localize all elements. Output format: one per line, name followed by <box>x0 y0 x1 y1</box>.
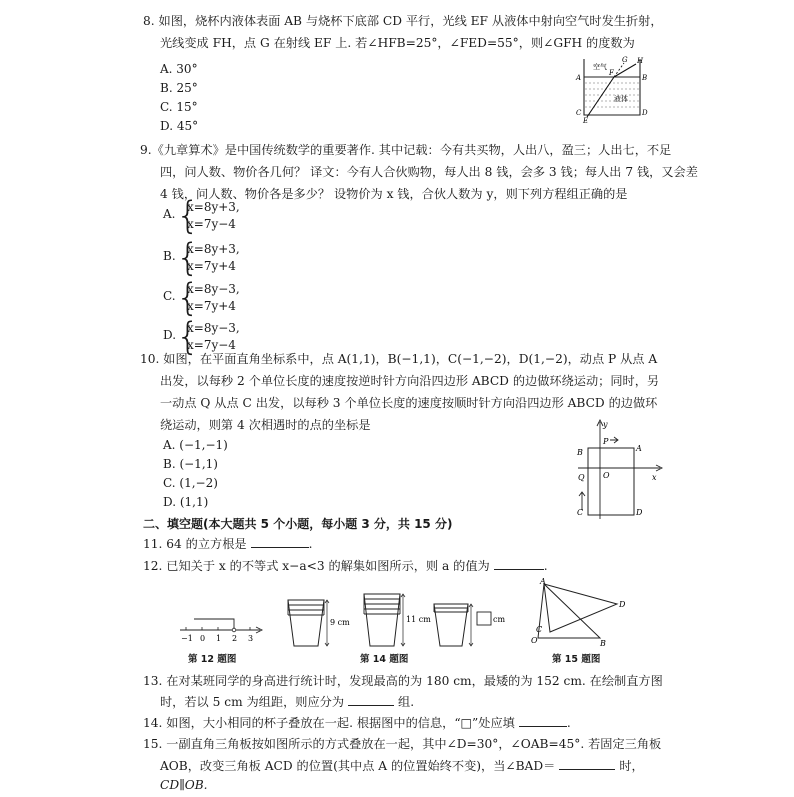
fig14-height-1: 9 cm <box>330 618 350 627</box>
fig14-unit: cm <box>493 615 506 624</box>
q8-option-a: A. 30° <box>160 62 198 76</box>
q8-point-c: C <box>576 109 582 117</box>
fig15-caption: 第 15 题图 <box>552 654 601 665</box>
fig12-tick-3: 3 <box>248 634 254 643</box>
fig14-height-2: 11 cm <box>406 615 431 624</box>
q9-line2: 四，问人数、物价各几何？ 译文：今有人合伙购物，每人出 8 钱，会多 3 钱；每人出 7 钱，又会差 <box>160 165 698 179</box>
q9-option-c-brace: { <box>176 276 200 319</box>
q9-option-c-eq2: x=7y+4 <box>187 299 236 313</box>
q8-option-c: C. 15° <box>160 100 198 114</box>
q9-line1: 9.《九章算术》是中国传统数学的重要著作. 其中记载：今有共买物，人出八，盈三；人出七，不足 <box>140 143 672 157</box>
q8-point-d: D <box>642 109 648 117</box>
fig12-tick-1: 1 <box>216 634 222 643</box>
q9-option-d-eq1: x=8y−3, <box>187 321 240 335</box>
q8-line2: 光线变成 FH，点 G 在射线 EF 上. 若∠HFB=25°，∠FED=55°，则∠GFH 的度数为 <box>160 36 635 50</box>
q11-end: . <box>308 537 313 551</box>
q10-label-x: x <box>652 473 657 482</box>
q9-option-c-label: C. <box>163 289 176 303</box>
fig15-label-d: D <box>619 600 626 609</box>
q8-line1: 8. 如图，烧杯内液体表面 AB 与烧杯下底部 CD 平行，光线 EF 从液体中射向空气时发生折射， <box>143 14 663 28</box>
q8-option-d: D. 45° <box>160 119 199 133</box>
fig12-caption: 第 12 题图 <box>188 654 237 665</box>
fig15-label-o: O <box>531 636 538 645</box>
fig12-tick-neg1: −1 <box>181 634 193 643</box>
q12-text: 12. 已知关于 x 的不等式 x−a<3 的解集如图所示，则 a 的值为 <box>143 559 490 573</box>
fig12-tick-2: 2 <box>232 634 238 643</box>
q10-option-b: B. (−1,1) <box>163 457 218 471</box>
q8-point-a: A <box>576 74 582 82</box>
q11-text: 11. 64 的立方根是 <box>143 537 247 551</box>
q8-option-b: B. 25° <box>160 81 198 95</box>
fig14-stacked-cups <box>284 590 524 650</box>
q15-line2 <box>160 755 644 778</box>
q9-option-b-eq1: x=8y+3, <box>187 242 240 256</box>
q14-answer-blank[interactable] <box>519 712 567 727</box>
section-2-title: 二、填空题(本大题共 5 个小题，每小题 3 分，共 15 分) <box>143 517 453 531</box>
q12-end: . <box>543 559 548 573</box>
fig12-number-line <box>176 610 266 655</box>
q9-option-a-eq1: x=8y+3, <box>187 200 240 214</box>
q10-coordinate-figure <box>574 420 664 520</box>
q9-option-b-system <box>187 241 240 275</box>
q10-option-a: A. (−1,−1) <box>163 438 228 452</box>
q10-line2: 出发，以每秒 2 个单位长度的速度按逆时针方向沿四边形 ABCD 的边做环绕运动；同时，另 <box>160 374 660 388</box>
q9-option-d-eq2: x=7y−4 <box>187 338 236 352</box>
q9-option-a-eq2: x=7y−4 <box>187 217 236 231</box>
q13-line2-end: 组. <box>398 695 415 709</box>
q8-beaker-figure <box>574 55 654 125</box>
q9-option-a-system <box>187 199 240 233</box>
fig15-label-a: A <box>540 577 546 586</box>
q10-label-y: y <box>603 420 608 429</box>
q11-line <box>143 533 312 556</box>
q14-line <box>143 712 571 735</box>
q8-point-b: B <box>642 74 648 82</box>
q13-answer-blank[interactable] <box>348 691 394 706</box>
q15-line2-text: AOB，改变三角板 ACD 的位置(其中点 A 的位置始终不变)，当∠BAD＝ <box>160 759 556 773</box>
q12-answer-blank[interactable] <box>494 555 544 570</box>
q9-option-d-label: D. <box>163 328 177 342</box>
q10-line4: 绕运动，则第 4 次相遇时的点的坐标是 <box>160 418 371 432</box>
q15-line2-end: 时， <box>619 759 644 773</box>
q8-point-f: F <box>609 69 614 77</box>
q11-answer-blank[interactable] <box>251 533 309 548</box>
fig12-tick-0: 0 <box>200 634 206 643</box>
q9-option-b-eq2: x=7y+4 <box>187 259 236 273</box>
q10-label-b: B <box>577 448 583 457</box>
q13-line1: 13. 在对某班同学的身高进行统计时，发现最高的为 180 cm，最矮的为 152 cm. 在绘制直方图 <box>143 674 663 688</box>
fig14-unknown-box <box>477 612 491 625</box>
q15-line3: CD∥OB. <box>160 778 208 792</box>
q8-point-e: E <box>583 117 589 125</box>
q10-option-d: D. (1,1) <box>163 495 209 509</box>
q9-line3: 4 钱，问人数、物价各是多少？ 设物价为 x 钱，合伙人数为 y，则下列方程组正确的是 <box>160 187 628 201</box>
q10-label-o: O <box>603 471 610 480</box>
q9-option-c-system <box>187 281 240 315</box>
q10-label-q: Q <box>578 473 585 482</box>
q14-end: . <box>566 716 571 730</box>
q8-air-label: 空气 <box>593 63 607 71</box>
q10-label-d: D <box>636 508 643 517</box>
q8-point-g: G <box>622 56 628 64</box>
q9-option-a-label: A. <box>163 207 176 221</box>
q8-liquid-label: 液体 <box>614 95 628 103</box>
q15-answer-blank[interactable] <box>559 755 615 770</box>
q9-option-c-eq1: x=8y−3, <box>187 282 240 296</box>
q10-line3: 一动点 Q 从点 C 出发，以每秒 3 个单位长度的速度按顺时针方向沿四边形 ABCD 的边做环 <box>160 396 658 410</box>
fig14-caption: 第 14 题图 <box>360 654 409 665</box>
q10-label-c: C <box>577 508 584 517</box>
fig15-triangles <box>530 576 630 652</box>
fig15-label-c: C <box>536 625 543 634</box>
q10-label-a: A <box>636 444 642 453</box>
fig15-label-b: B <box>600 639 606 648</box>
q9-option-d-brace: { <box>176 315 200 358</box>
q14-text: 14. 如图，大小相同的杯子叠放在一起. 根据图中的信息，“□”处应填 <box>143 716 515 730</box>
q9-option-b-brace: { <box>176 236 200 279</box>
q10-option-c: C. (1,−2) <box>163 476 218 490</box>
q13-line2-text: 时，若以 5 cm 为组距，则应分为 <box>160 695 345 709</box>
q8-point-h: H <box>637 57 644 65</box>
q10-label-p: P <box>603 437 609 446</box>
q9-option-a-brace: { <box>176 194 200 237</box>
q10-line1: 10. 如图，在平面直角坐标系中，点 A(1,1)，B(−1,1)，C(−1,−2)，D(1,−2)，动点 P 从点 A <box>140 352 658 366</box>
q15-line1: 15. 一副直角三角板按如图所示的方式叠放在一起，其中∠D=30°，∠OAB=45°. 若固定三角板 <box>143 737 662 751</box>
q13-line2 <box>160 691 414 714</box>
q9-option-b-label: B. <box>163 249 176 263</box>
q12-line <box>143 555 548 578</box>
